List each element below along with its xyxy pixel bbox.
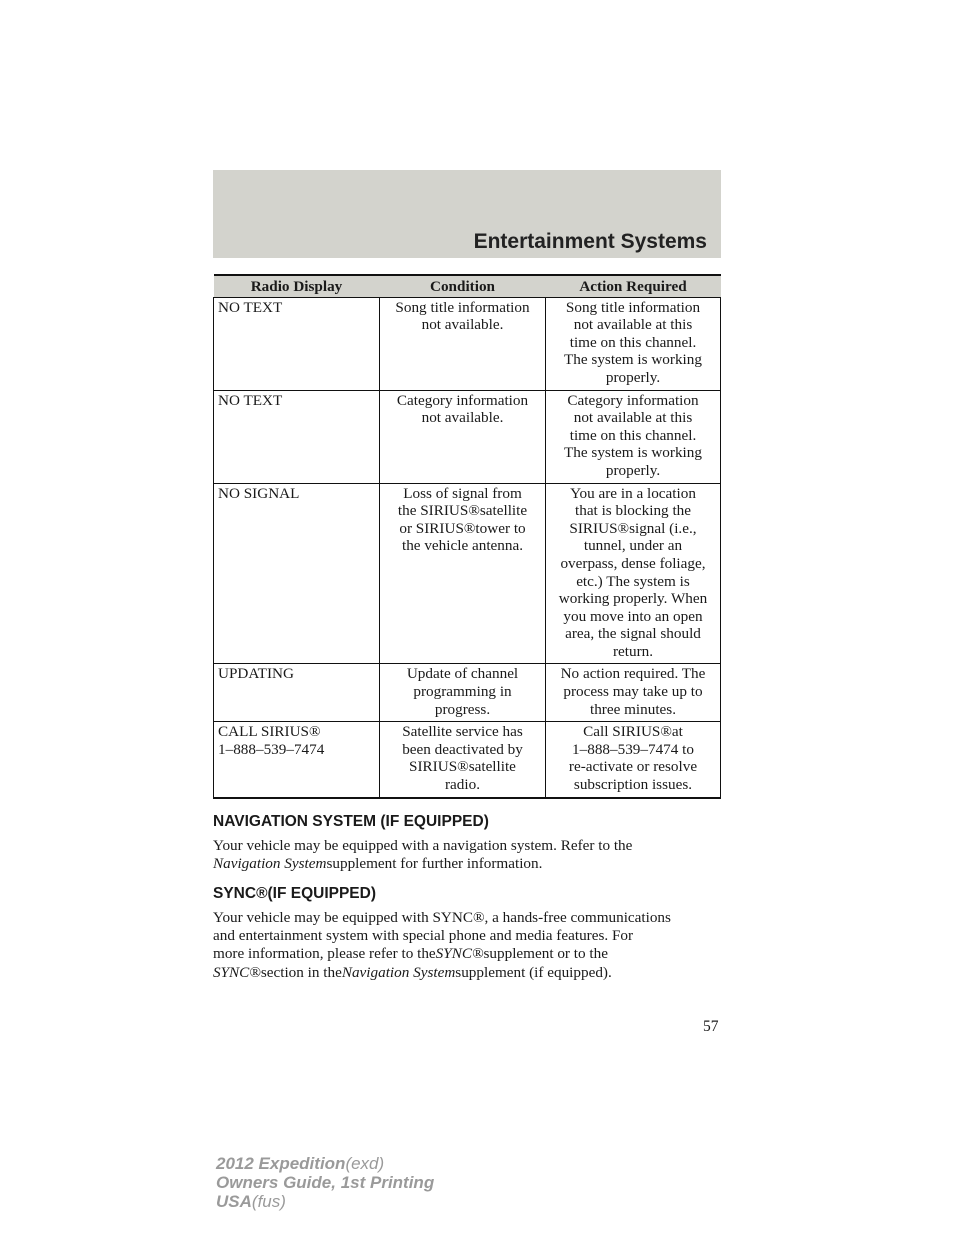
sync-line-4	[213, 964, 733, 982]
cell-line: NO TEXT	[218, 391, 283, 409]
table-row	[214, 297, 721, 390]
nav-paragraph-rest: supplement for further information.	[326, 855, 543, 873]
radio-display-table	[213, 274, 721, 799]
nav-system-italic: Navigation System	[213, 855, 327, 873]
cell-line: not available at this	[573, 316, 693, 334]
cell-line: CALL SIRIUS®	[218, 723, 321, 741]
cell-line: the vehicle antenna.	[401, 537, 524, 555]
table-row	[214, 483, 721, 664]
page-number: 57	[703, 1018, 719, 1035]
cell-line: 1–888–539–7474 to	[572, 740, 694, 758]
sync-line-4-italic-c: Navigation System	[341, 963, 456, 981]
cell-line: Song title information	[565, 298, 701, 316]
table-row	[214, 722, 721, 798]
table-header-row	[214, 275, 721, 297]
cell-line: radio.	[444, 776, 480, 794]
cell-line: NO TEXT	[218, 298, 283, 316]
section-title: Entertainment Systems	[473, 230, 707, 253]
cell-line: properly.	[605, 461, 661, 479]
radio-display-cell	[214, 297, 380, 390]
section-header-band	[213, 170, 721, 258]
sync-line-3c: supplement or to the	[483, 945, 608, 963]
cell-line: Song title information	[395, 298, 530, 316]
cell-line: not available.	[421, 316, 504, 334]
cell-line: not available at this	[573, 409, 693, 427]
nav-paragraph-line-1: Your vehicle may be equipped with a navigation system. Refer to the	[213, 837, 633, 854]
sync-line-1: Your vehicle may be equipped with SYNC®, a hands-free communications	[213, 909, 671, 926]
condition-cell	[380, 722, 546, 798]
cell-line: properly.	[605, 368, 661, 386]
cell-line: time on this channel.	[569, 426, 697, 444]
cell-line: or SIRIUS®tower to	[399, 519, 526, 537]
cell-line: SIRIUS®satellite	[409, 758, 516, 776]
cell-line: SIRIUS®signal (i.e.,	[569, 519, 697, 537]
cell-line: Call SIRIUS®at	[583, 723, 683, 741]
column-header-radio-display: Radio Display	[214, 275, 380, 297]
cell-line: NO SIGNAL	[218, 484, 300, 502]
cell-line: working properly. When	[558, 590, 708, 608]
cell-line: overpass, dense foliage,	[560, 554, 706, 572]
footer-model-code: (exd)	[345, 1154, 385, 1173]
sync-heading: SYNC®(IF EQUIPPED)	[213, 885, 376, 902]
condition-cell	[380, 483, 546, 664]
footer-model: 2012 Expedition	[216, 1154, 346, 1173]
radio-display-cell	[214, 483, 380, 664]
sync-line-3a: more information, please refer to the	[213, 945, 436, 963]
cell-line: return.	[612, 642, 654, 660]
radio-display-cell	[214, 390, 380, 483]
table-row	[214, 390, 721, 483]
action-required-cell	[546, 483, 721, 664]
condition-cell	[380, 390, 546, 483]
footer-market: USA	[216, 1192, 252, 1211]
action-required-cell	[546, 390, 721, 483]
cell-line: programming in	[413, 683, 512, 701]
action-required-cell	[546, 664, 721, 722]
cell-line: etc.) The system is	[576, 572, 690, 590]
cell-line: you move into an open	[563, 607, 703, 625]
action-required-cell	[546, 297, 721, 390]
cell-line: Update of channel	[406, 665, 519, 683]
condition-cell	[380, 297, 546, 390]
cell-line: 1–888–539–7474	[218, 740, 325, 758]
sync-line-4b: section in the	[260, 963, 342, 981]
cell-line: You are in a location	[570, 484, 696, 502]
cell-line: the SIRIUS®satellite	[397, 502, 528, 520]
sync-line-3	[213, 945, 733, 963]
table-body	[214, 297, 721, 798]
footer-line-3	[216, 1192, 434, 1211]
cell-line: The system is working	[564, 444, 702, 462]
cell-line: area, the signal should	[565, 625, 701, 643]
navigation-system-paragraph	[213, 837, 733, 873]
cell-line: not available.	[421, 409, 504, 427]
cell-line: progress.	[434, 700, 491, 718]
nav-paragraph-line-2	[213, 855, 733, 873]
cell-line: three minutes.	[589, 700, 677, 718]
cell-line: been deactivated by	[402, 740, 523, 758]
cell-line: tunnel, under an	[583, 537, 683, 555]
sync-paragraph	[213, 909, 733, 982]
document-footer	[216, 1154, 434, 1211]
cell-line: Loss of signal from	[403, 484, 522, 502]
footer-line-2: Owners Guide, 1st Printing	[216, 1173, 435, 1192]
action-required-cell	[546, 722, 721, 798]
sync-line-4d: supplement (if equipped).	[455, 963, 612, 981]
cell-line: time on this channel.	[569, 333, 697, 351]
sync-line-4-italic-a: SYNC®	[213, 963, 261, 981]
cell-line: Satellite service has	[402, 723, 523, 741]
table-row	[214, 664, 721, 722]
cell-line: Category information	[396, 391, 529, 409]
sync-line-3-italic: SYNC®	[435, 945, 484, 963]
cell-line: The system is working	[564, 351, 702, 369]
footer-market-code: (fus)	[251, 1192, 286, 1211]
cell-line: that is blocking the	[575, 502, 691, 520]
cell-line: process may take up to	[563, 683, 703, 701]
cell-line: Category information	[567, 391, 699, 409]
cell-line: UPDATING	[218, 665, 294, 683]
navigation-system-heading: NAVIGATION SYSTEM (IF EQUIPPED)	[213, 813, 489, 830]
cell-line: re-activate or resolve	[568, 758, 698, 776]
footer-line-1	[216, 1154, 434, 1173]
cell-line: No action required. The	[560, 665, 706, 683]
radio-display-cell	[214, 722, 380, 798]
condition-cell	[380, 664, 546, 722]
sync-line-2: and entertainment system with special phone and media features. For	[213, 927, 634, 945]
cell-line: subscription issues.	[573, 776, 693, 794]
column-header-condition: Condition	[380, 275, 546, 297]
column-header-action-required: Action Required	[546, 275, 721, 297]
radio-display-cell	[214, 664, 380, 722]
